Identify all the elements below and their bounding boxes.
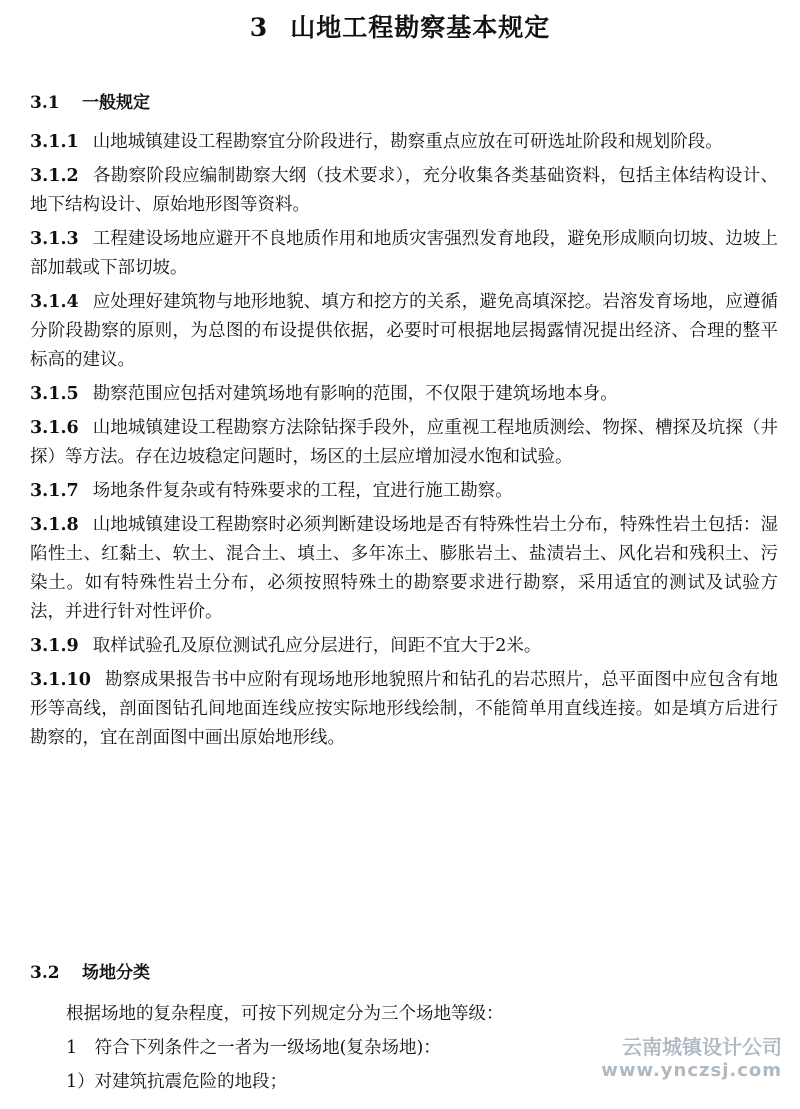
- clause-3-1-2: [30, 162, 778, 220]
- section-heading-text: 一般规定: [82, 93, 150, 113]
- clause-3-1-9: [30, 632, 778, 661]
- clause-text: 取样试验孔及原位测试孔应分层进行，间距不宜大于2米。: [92, 636, 542, 656]
- clause-text: 山地城镇建设工程勘察方法除钻探手段外，应重视工程地质测绘、物探、槽探及坑探（井探）等方法。存在边坡稳定问题时，场区的土层应增加浸水饱和试验。: [30, 418, 778, 467]
- clause-text: 山地城镇建设工程勘察时必须判断建设场地是否有特殊性岩土分布，特殊性岩土包括：湿陷性土、红黏土、软土、混合土、填土、多年冻土、膨胀岩土、盐渍岩土、风化岩和残积土、污染土。如有特殊性岩土分布，必须按照特殊土的勘察要求进行勘察，采用适宜的测试及试验方法，并进行针对性评价。: [30, 515, 778, 622]
- clause-text: 山地城镇建设工程勘察宜分阶段进行，勘察重点应放在可研选址阶段和规划阶段。: [92, 132, 723, 152]
- clause-3-1-5: [30, 380, 778, 409]
- site-class-item-1-1: 1）对建筑抗震危险的地段；: [66, 1072, 288, 1092]
- watermark: [601, 1035, 782, 1083]
- clause-3-1-10: [30, 666, 778, 753]
- clause-number: 3.1.10: [30, 670, 91, 690]
- clause-number: 3.1.4: [30, 292, 79, 312]
- chapter-number: 3: [249, 13, 269, 42]
- watermark-site: www.ynczsj.com: [601, 1060, 782, 1081]
- clause-number: 3.1.5: [30, 384, 79, 404]
- clause-3-1-1: [30, 128, 778, 157]
- section-heading-3-2: [30, 958, 150, 983]
- section-heading-text: 场地分类: [82, 963, 150, 983]
- clause-number: 3.1.2: [30, 166, 79, 186]
- chapter-title: [0, 8, 800, 44]
- clause-text: 勘察范围应包括对建筑场地有影响的范围，不仅限于建筑场地本身。: [92, 384, 618, 404]
- clause-list: [30, 128, 778, 758]
- clause-number: 3.1.8: [30, 515, 79, 535]
- watermark-name: 云南城镇设计公司: [622, 1035, 782, 1059]
- clause-number: 3.1.9: [30, 636, 79, 656]
- clause-text: 场地条件复杂或有特殊要求的工程，宜进行施工勘察。: [92, 481, 513, 501]
- chapter-title-text: 山地工程勘察基本规定: [290, 13, 551, 42]
- site-class-item-1: 1 符合下列条件之一者为一级场地(复杂场地)：: [66, 1038, 441, 1058]
- clause-3-1-6: [30, 414, 778, 472]
- clause-number: 3.1.1: [30, 132, 79, 152]
- clause-text: 应处理好建筑物与地形地貌、填方和挖方的关系，避免高填深挖。岩溶发育场地，应遵循分阶段勘察的原则，为总图的布设提供依据，必要时可根据地层揭露情况提出经济、合理的整平标高的建议。: [30, 292, 778, 370]
- clause-text: 各勘察阶段应编制勘察大纲（技术要求），充分收集各类基础资料，包括主体结构设计、地下结构设计、原始地形图等资料。: [30, 166, 778, 215]
- site-classification-intro: 根据场地的复杂程度，可按下列规定分为三个场地等级：: [66, 1004, 504, 1024]
- clause-text: 工程建设场地应避开不良地质作用和地质灾害强烈发育地段，避免形成顺向切坡、边坡上部加载或下部切坡。: [30, 229, 778, 278]
- clause-number: 3.1.3: [30, 229, 79, 249]
- clause-number: 3.1.6: [30, 418, 79, 438]
- section-heading-3-1: [30, 88, 150, 113]
- clause-text: 勘察成果报告书中应附有现场地形地貌照片和钻孔的岩芯照片，总平面图中应包含有地形等高线，剖面图钻孔间地面连线应按实际地形线绘制，不能简单用直线连接。如是填方后进行勘察的，宜在剖面图中画出原始地形线。: [30, 670, 778, 748]
- clause-3-1-4: [30, 288, 778, 375]
- clause-3-1-3: [30, 225, 778, 283]
- clause-3-1-7: [30, 477, 778, 506]
- section-number: 3.1: [30, 93, 60, 113]
- clause-number: 3.1.7: [30, 481, 79, 501]
- section-number: 3.2: [30, 963, 60, 983]
- clause-3-1-8: [30, 511, 778, 627]
